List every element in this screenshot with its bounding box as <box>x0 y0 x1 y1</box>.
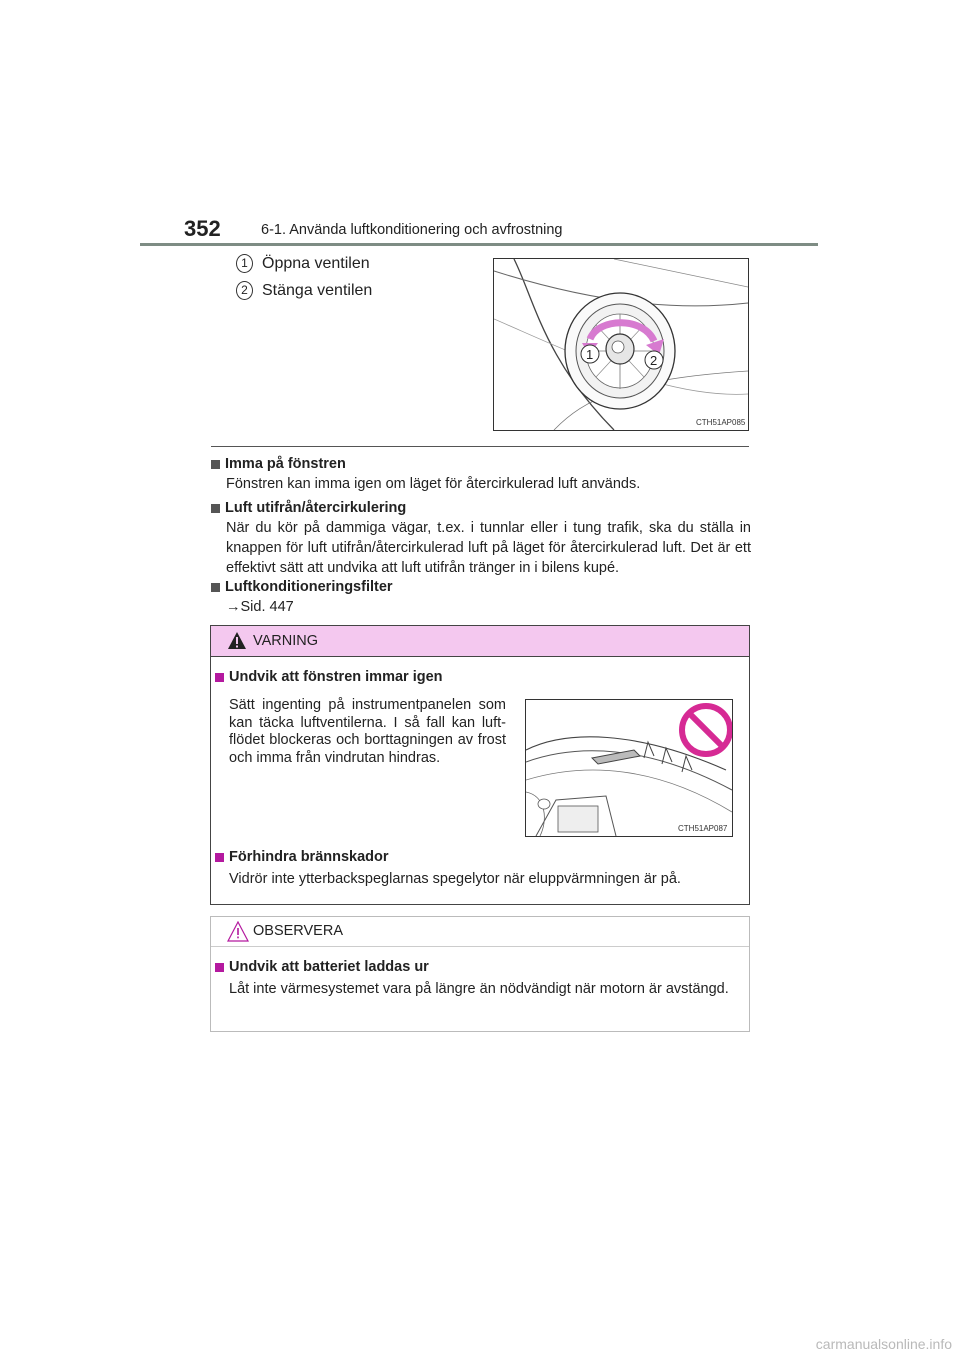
dashboard-illustration <box>526 700 732 836</box>
warning-item2-title: Förhindra brännskador <box>229 849 389 865</box>
note-title: Imma på fönstren <box>225 456 346 472</box>
notice-header <box>211 917 749 947</box>
bullet-square-icon <box>211 460 220 469</box>
warning-triangle-icon <box>227 631 247 650</box>
step-number-2: 2 <box>236 281 253 300</box>
note-body: →Sid. 447 <box>226 599 294 615</box>
notice-box <box>210 916 750 1032</box>
warning-header <box>211 626 749 657</box>
note-filter <box>211 577 751 617</box>
section-title: 6-1. Använda luftkonditionering och avfrostning <box>261 222 563 238</box>
bullet-square-icon <box>215 673 224 682</box>
vent-illustration <box>494 259 748 430</box>
warning-item1-body: Sätt ingenting på instrumentpanelen som kan täcka luftventilerna. I så fall kan luft-flödet blockeras och borttagningen av frost och imma från vindrutan hindras. <box>229 697 506 766</box>
bullet-square-icon <box>211 583 220 592</box>
page-number: 352 <box>184 216 221 241</box>
step-open-vent <box>236 254 370 273</box>
note-fog <box>211 454 751 494</box>
callout-2: 2 <box>650 353 658 368</box>
notice-item-title-text: Undvik att batteriet laddas ur <box>229 959 429 975</box>
caution-triangle-icon <box>227 921 249 942</box>
warning-title: VARNING <box>253 633 318 649</box>
step-text-1: Öppna ventilen <box>262 254 370 272</box>
warning-item-title <box>215 849 389 865</box>
bullet-square-icon <box>215 853 224 862</box>
notice-item-title <box>215 959 429 975</box>
figure-caption: CTH51AP087 <box>678 824 728 833</box>
step-number-1: 1 <box>236 254 253 273</box>
bullet-square-icon <box>215 963 224 972</box>
figure-caption: CTH51AP085 <box>696 418 746 427</box>
note-title: Luft utifrån/återcirkulering <box>225 500 407 516</box>
header-rule <box>140 243 818 246</box>
watermark: carmanualsonline.info <box>815 1336 952 1352</box>
warning-item2-body: Vidrör inte ytterbackspeglarnas spegelytor när eluppvärmningen är på. <box>229 871 681 887</box>
notice-title: OBSERVERA <box>253 923 343 939</box>
note-body: Fönstren kan imma igen om läget för återcirkulerad luft används. <box>226 476 641 492</box>
warning-box <box>210 625 750 905</box>
warning-item-title <box>215 669 443 685</box>
dashboard-figure <box>525 699 733 837</box>
callout-1: 1 <box>586 347 594 362</box>
step-close-vent <box>236 281 372 300</box>
section-divider <box>211 446 749 447</box>
step-text-2: Stänga ventilen <box>262 281 373 299</box>
note-title: Luftkonditioneringsfilter <box>225 579 393 595</box>
notice-item-body: Låt inte värmesystemet vara på längre än nödvändigt när motorn är avstängd. <box>229 981 729 997</box>
bullet-square-icon <box>211 504 220 513</box>
vent-figure <box>493 258 749 431</box>
note-body: När du kör på dammiga vägar, t.ex. i tunnlar eller i tung trafik, ska du ställa in knappen för luft utifrån/återcirkulerad luft på läget för återcirkulerad luft. Det är ett effektivt sätt att undvika att luft utifrån tränger in i bilens kupé. <box>226 520 751 576</box>
note-recirculation <box>211 498 751 578</box>
warning-item1-title: Undvik att fönstren immar igen <box>229 669 443 685</box>
